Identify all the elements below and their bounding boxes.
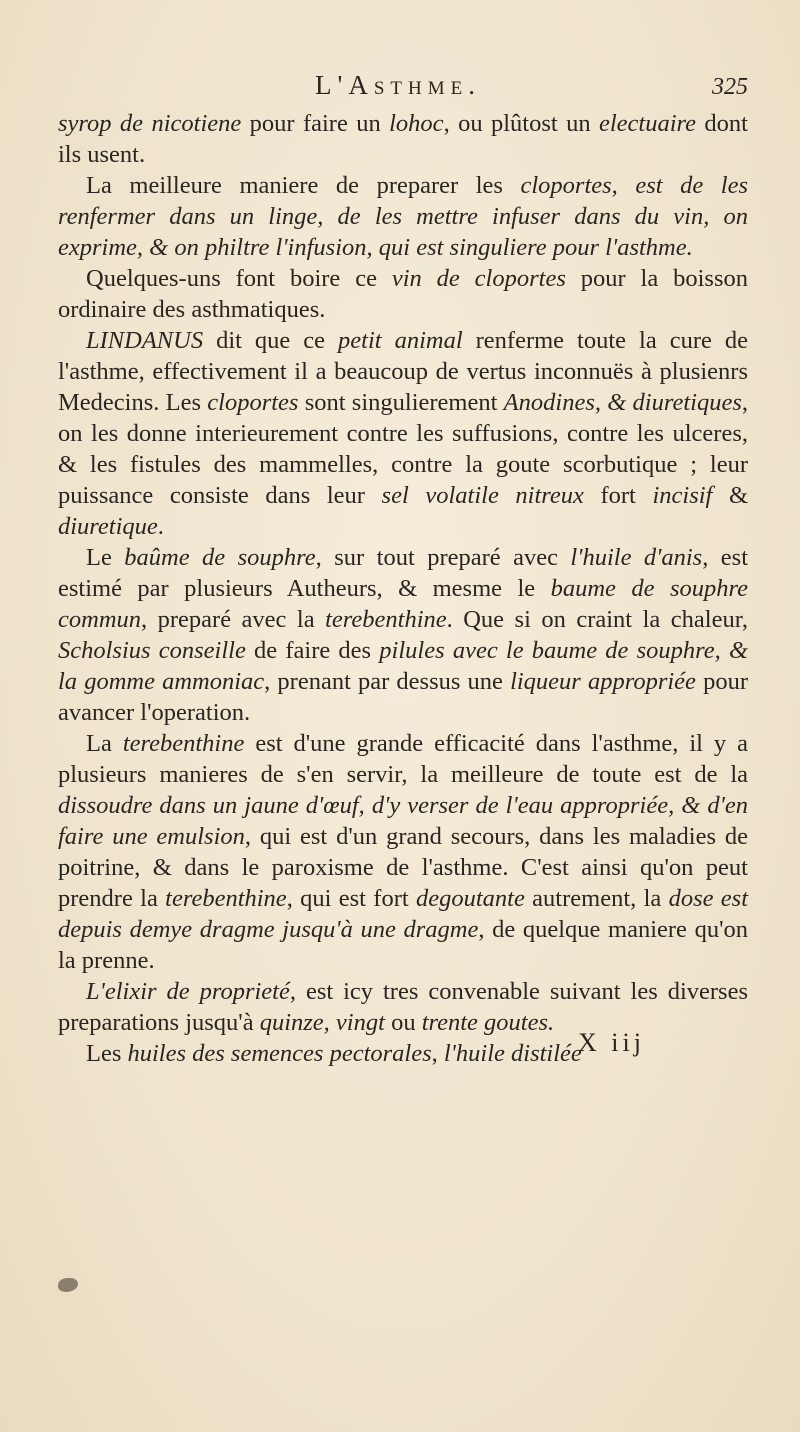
paragraph-3: Quelques-uns font boire ce vin de cloportes pour la boisson ordinaire des asthmatiques. xyxy=(58,265,748,323)
book-page xyxy=(58,70,748,1069)
ink-smudge xyxy=(58,1278,78,1292)
paragraph-2: La meilleure maniere de preparer les cloportes, est de les renfermer dans un linge, de les mettre infuser dans du vin, on exprime, & on philtre l'infusion, qui est singuliere pour l'asthme. xyxy=(58,172,748,261)
body-text xyxy=(58,108,748,1069)
page-number: 325 xyxy=(712,74,748,100)
paragraph-4: LINDANUS dit que ce petit animal renferme toute la cure de l'asthme, effectivement il a beaucoup de vertus inconnuës à plusienrs Medecins. Les cloportes sont singulierement Anodines, & diuretiques, on les donne interieurement contre les suffusions, contre les ulceres, & les fistules des mammelles, contre la goute scorbutique ; leur puissance consiste dans leur sel volatile nitreux fort incisif & diuretique. xyxy=(58,327,749,540)
signature-mark: X iij xyxy=(578,1028,645,1057)
running-title: L'Asthme. xyxy=(315,70,481,100)
paragraph-6: La terebenthine est d'une grande efficacité dans l'asthme, il y a plusieurs manieres de s'en servir, la meilleure de toute est de la dissoudre dans un jaune d'œuf, d'y verser de l'eau appropriée, & d'en faire une emulsion, qui est d'un grand secours, dans les maladies de poitrine, & dans le paroxisme de l'asthme. C'est ainsi qu'on peut prendre la terebenthine, qui est fort degoutante autrement, la dose est depuis demye dragme jusqu'à une dragme, de quelque maniere qu'on la prenne. xyxy=(58,730,749,974)
page-header xyxy=(58,70,748,106)
paragraph-5: Le baûme de souphre, sur tout preparé avec l'huile d'anis, est estimé par plusieurs Autheurs, & mesme le baume de souphre commun, preparé avec la terebenthine. Que si on craint la chaleur, Scholsius conseille de faire des pilules avec le baume de souphre, & la gomme ammoniac, prenant par dessus une liqueur appropriée pour avancer l'operation. xyxy=(58,544,749,726)
paragraph-7: L'elixir de proprieté, est icy tres convenable suivant les diverses preparations jusqu'à quinze, vingt ou trente goutes. xyxy=(58,978,748,1036)
paragraph-8: Les huiles des semences pectorales, l'huile distilée xyxy=(86,1040,582,1067)
paragraph-1: syrop de nicotiene pour faire un lohoc, ou plûtost un electuaire dont ils usent. xyxy=(58,110,748,168)
